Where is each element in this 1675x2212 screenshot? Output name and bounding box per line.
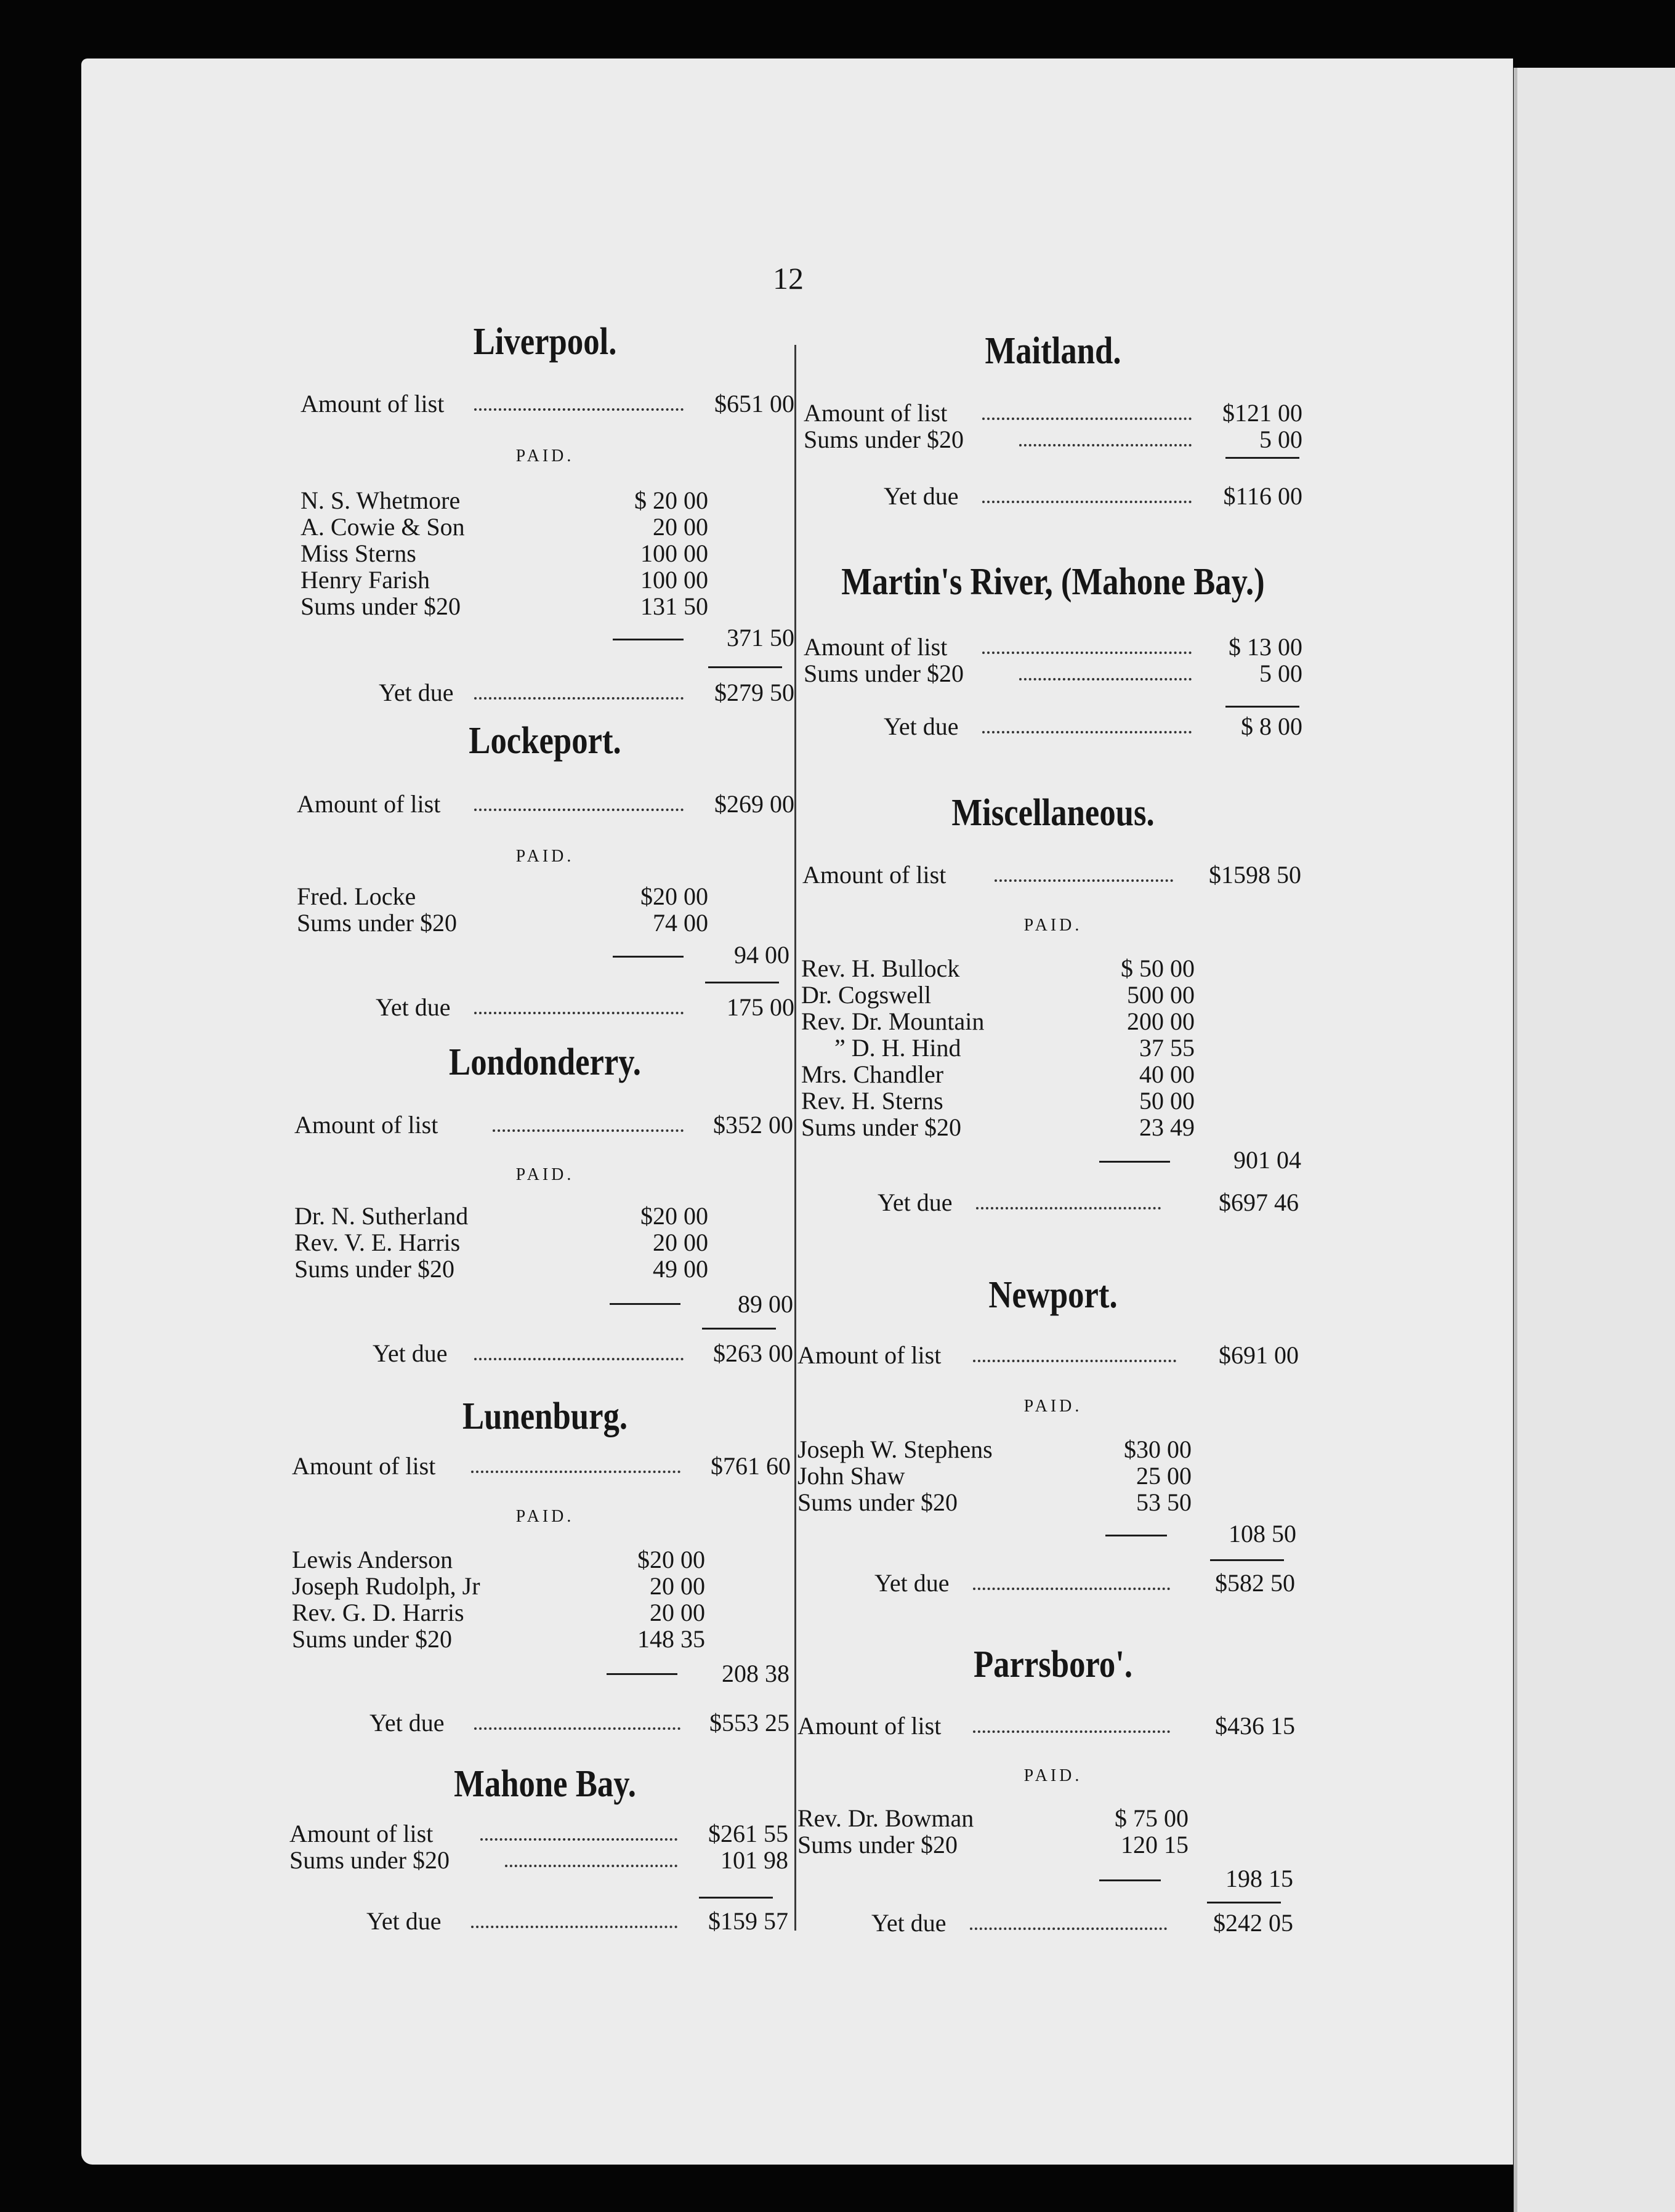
donor-row: [797, 955, 1309, 983]
donor-amount: 148 35: [637, 1625, 705, 1653]
amount-label: Amount of list: [797, 1712, 942, 1740]
leader-dots: [970, 1927, 1167, 1930]
yet-due-label: Yet due: [366, 1907, 442, 1935]
donor-row: [289, 513, 801, 541]
donor-name: A. Cowie & Son: [301, 513, 465, 541]
leader-dots: [474, 697, 684, 700]
donor-amount: $ 20 00: [634, 486, 708, 514]
sums-label: Sums under $20: [804, 660, 964, 687]
yet-due-row: [289, 993, 801, 1022]
section-title: Parrsboro'.: [973, 1644, 1133, 1685]
leader-dots: [995, 879, 1173, 882]
donor-amount: $20 00: [640, 1202, 708, 1230]
paid-label: PAID.: [515, 1165, 575, 1184]
total-rule: [702, 1328, 776, 1330]
donor-name: Sums under $20: [301, 592, 461, 620]
yet-due-row: [289, 1339, 801, 1368]
donor-amount: 20 00: [653, 513, 708, 541]
amount-row: [289, 1820, 801, 1848]
leader-dots: [474, 408, 684, 411]
amount-label: Amount of list: [797, 1341, 942, 1369]
donor-amount: 74 00: [653, 909, 708, 937]
yet-due-value: $697 46: [1219, 1189, 1299, 1216]
total-paid: 89 00: [738, 1290, 793, 1318]
donor-row: [289, 1572, 801, 1600]
donor-amount: 50 00: [1139, 1087, 1195, 1115]
yet-due-value: $242 05: [1213, 1909, 1293, 1937]
leader-dots: [982, 418, 1192, 420]
yet-due-value: $582 50: [1215, 1569, 1295, 1597]
paid-label: PAID.: [1023, 1397, 1083, 1416]
donor-name: Rev. V. E. Harris: [294, 1229, 461, 1256]
donor-row: [289, 1202, 801, 1230]
total-rule: [1225, 706, 1299, 708]
donor-name: Rev. Dr. Bowman: [797, 1804, 974, 1832]
amount-label: Amount of list: [292, 1452, 436, 1480]
donor-row: [797, 1804, 1309, 1833]
donor-row: [797, 1087, 1309, 1115]
yet-due-value: $553 25: [709, 1709, 789, 1737]
donor-amount: 20 00: [653, 1229, 708, 1256]
section-title: Lunenburg.: [462, 1395, 628, 1437]
donor-name: Sums under $20: [294, 1255, 454, 1283]
donor-row: [797, 1060, 1309, 1089]
donor-amount: $30 00: [1124, 1435, 1192, 1463]
yet-due-label: Yet due: [878, 1189, 953, 1216]
donor-amount: 200 00: [1127, 1007, 1195, 1035]
paid-label: PAID.: [1023, 916, 1083, 935]
donor-row: [289, 1599, 801, 1627]
leader-dots: [471, 1926, 677, 1928]
donor-name: Rev. H. Sterns: [801, 1087, 943, 1115]
donor-row: [289, 1625, 801, 1653]
donor-row: [289, 566, 801, 594]
donor-row: [289, 1229, 801, 1257]
donor-row: [797, 981, 1309, 1009]
paid-label: PAID.: [515, 446, 575, 466]
donor-name: Sums under $20: [292, 1625, 452, 1653]
leader-dots: [474, 1012, 684, 1014]
amount-row: [797, 1712, 1309, 1740]
donor-row: [289, 592, 801, 621]
donor-amount: 120 15: [1121, 1831, 1189, 1859]
total-rule: [1210, 1559, 1284, 1561]
section-title: Liverpool.: [473, 321, 617, 363]
amount-label: Amount of list: [297, 790, 441, 818]
leader-dots: [973, 1360, 1176, 1362]
donor-row: [289, 882, 801, 911]
donor-row: [797, 1034, 1309, 1062]
donor-amount: 23 49: [1139, 1113, 1195, 1141]
donor-amount: $ 75 00: [1115, 1804, 1189, 1832]
paid-label: PAID.: [1023, 1766, 1083, 1785]
donor-amount: $ 50 00: [1121, 955, 1195, 982]
donor-name: Rev. H. Bullock: [801, 955, 960, 982]
donor-amount: 37 55: [1139, 1034, 1195, 1062]
donor-amount: 100 00: [640, 539, 708, 567]
amount-label: Amount of list: [294, 1111, 438, 1139]
yet-due-row: [797, 1189, 1309, 1217]
total-paid: 371 50: [727, 624, 794, 652]
amount-label: Amount of list: [289, 1820, 434, 1847]
donor-amount: 49 00: [653, 1255, 708, 1283]
leader-dots: [976, 1207, 1161, 1209]
leader-dots: [474, 809, 684, 811]
amount-value: $436 15: [1215, 1712, 1295, 1740]
leader-dots: [493, 1129, 684, 1132]
donor-name: Rev. Dr. Mountain: [801, 1007, 985, 1035]
sums-row: [289, 1846, 801, 1875]
yet-due-row: [797, 482, 1309, 511]
yet-due-label: Yet due: [871, 1909, 946, 1937]
leader-dots: [982, 731, 1192, 733]
sums-row: [797, 426, 1309, 454]
amount-value: $691 00: [1219, 1341, 1299, 1369]
amount-value: $261 55: [708, 1820, 788, 1847]
yet-due-label: Yet due: [376, 993, 451, 1021]
yet-due-label: Yet due: [369, 1709, 445, 1737]
donor-amount: 40 00: [1139, 1060, 1195, 1088]
yet-due-row: [289, 679, 801, 707]
donor-row: [289, 486, 801, 515]
total-paid-row: [797, 1146, 1309, 1174]
section-title: Lockeport.: [469, 720, 621, 762]
section-title: Maitland.: [985, 330, 1121, 372]
donor-name: Joseph Rudolph, Jr: [292, 1572, 480, 1600]
donor-name: Joseph W. Stephens: [797, 1435, 993, 1463]
leader-dots: [480, 1838, 677, 1841]
leader-dots: [982, 501, 1192, 503]
yet-due-label: Yet due: [874, 1569, 950, 1597]
page-number: 12: [773, 261, 804, 296]
amount-value: $1598 50: [1209, 861, 1301, 889]
donor-name: ” D. H. Hind: [834, 1034, 961, 1062]
donor-name: Miss Sterns: [301, 539, 416, 567]
donor-name: Lewis Anderson: [292, 1546, 453, 1573]
amount-value: $352 00: [713, 1111, 793, 1139]
total-paid-row: [289, 1290, 801, 1318]
donor-amount: 20 00: [650, 1599, 705, 1626]
total-rule: [708, 666, 782, 668]
donor-row: [289, 1546, 801, 1574]
total-rule: [699, 1897, 773, 1899]
section-title: Londonderry.: [449, 1041, 641, 1083]
yet-due-value: $116 00: [1223, 482, 1302, 510]
total-paid: 198 15: [1225, 1865, 1293, 1892]
amount-row: [797, 633, 1309, 661]
sums-value: 5 00: [1259, 426, 1302, 453]
donor-name: Sums under $20: [801, 1113, 961, 1141]
donor-row: [797, 1831, 1309, 1859]
amount-row: [289, 1111, 801, 1139]
total-paid-row: [797, 1520, 1309, 1548]
leader-dots: [1019, 678, 1192, 680]
yet-due-value: $159 57: [708, 1907, 788, 1935]
donor-name: Dr. Cogswell: [801, 981, 932, 1009]
yet-due-row: [289, 1907, 801, 1936]
donor-row: [797, 1007, 1309, 1036]
donor-name: Mrs. Chandler: [801, 1060, 944, 1088]
donor-amount: $20 00: [640, 882, 708, 910]
yet-due-label: Yet due: [379, 679, 454, 706]
total-paid: 108 50: [1229, 1520, 1296, 1548]
amount-row: [289, 390, 801, 418]
donor-name: Rev. G. D. Harris: [292, 1599, 464, 1626]
total-paid-row: [289, 941, 801, 969]
total-paid: 208 38: [722, 1660, 789, 1687]
amount-value: $269 00: [714, 790, 794, 818]
donor-name: Henry Farish: [301, 566, 430, 594]
amount-row: [289, 790, 801, 818]
leader-dots: [474, 1358, 684, 1360]
total-paid: 94 00: [734, 941, 789, 969]
donor-row: [797, 1462, 1309, 1490]
donor-amount: $20 00: [637, 1546, 705, 1573]
donor-amount: 131 50: [640, 592, 708, 620]
amount-label: Amount of list: [804, 633, 948, 661]
leader-dots: [1019, 444, 1192, 446]
leader-dots: [973, 1730, 1170, 1733]
donor-amount: 20 00: [650, 1572, 705, 1600]
leader-dots: [471, 1471, 680, 1473]
yet-due-row: [797, 1909, 1309, 1937]
yet-due-value: $ 8 00: [1241, 712, 1302, 740]
leader-dots: [982, 652, 1192, 654]
section-title: Newport.: [988, 1274, 1118, 1316]
amount-row: [797, 399, 1309, 427]
amount-row: [289, 1452, 801, 1480]
yet-due-row: [797, 712, 1309, 741]
sums-value: 101 98: [720, 1846, 788, 1874]
donor-row: [289, 1255, 801, 1283]
yet-due-label: Yet due: [884, 482, 959, 510]
yet-due-label: Yet due: [373, 1339, 448, 1367]
amount-label: Amount of list: [804, 399, 948, 427]
total-paid-row: [797, 1865, 1309, 1893]
amount-value: $651 00: [714, 390, 794, 418]
section-title: Martin's River, (Mahone Bay.): [841, 561, 1265, 603]
donor-name: Dr. N. Sutherland: [294, 1202, 469, 1230]
section-title: Miscellaneous.: [951, 792, 1155, 834]
paid-label: PAID.: [515, 1507, 575, 1526]
yet-due-value: 175 00: [727, 993, 794, 1021]
sums-value: 5 00: [1259, 660, 1302, 687]
donor-row: [289, 909, 801, 937]
donor-amount: 500 00: [1127, 981, 1195, 1009]
total-paid: 901 04: [1233, 1146, 1301, 1174]
amount-row: [797, 861, 1309, 889]
total-rule: [1207, 1902, 1281, 1903]
facing-page-edge: [1514, 68, 1675, 2212]
amount-label: Amount of list: [802, 861, 946, 889]
total-paid-row: [289, 1660, 801, 1688]
donor-name: Fred. Locke: [297, 882, 416, 910]
leader-dots: [474, 1727, 680, 1730]
donor-row: [797, 1488, 1309, 1517]
amount-label: Amount of list: [301, 390, 445, 418]
amount-value: $761 60: [711, 1452, 791, 1480]
total-paid-row: [289, 624, 801, 652]
donor-row: [797, 1435, 1309, 1464]
leader-dots: [505, 1865, 677, 1867]
donor-name: Sums under $20: [797, 1831, 958, 1859]
amount-value: $121 00: [1222, 399, 1302, 427]
donor-name: Sums under $20: [297, 909, 457, 937]
donor-row: [289, 539, 801, 568]
amount-row: [797, 1341, 1309, 1370]
yet-due-label: Yet due: [884, 712, 959, 740]
total-rule: [1225, 457, 1299, 459]
donor-amount: 100 00: [640, 566, 708, 594]
sums-row: [797, 660, 1309, 688]
donor-name: John Shaw: [797, 1462, 905, 1490]
donor-name: N. S. Whetmore: [301, 486, 461, 514]
donor-row: [797, 1113, 1309, 1142]
section-title: Mahone Bay.: [454, 1763, 636, 1805]
yet-due-row: [797, 1569, 1309, 1597]
yet-due-value: $263 00: [713, 1339, 793, 1367]
donor-name: Sums under $20: [797, 1488, 958, 1516]
total-rule: [705, 982, 779, 983]
sums-label: Sums under $20: [289, 1846, 450, 1874]
yet-due-row: [289, 1709, 801, 1737]
yet-due-value: $279 50: [714, 679, 794, 706]
paid-label: PAID.: [515, 847, 575, 866]
donor-amount: 53 50: [1136, 1488, 1192, 1516]
donor-amount: 25 00: [1136, 1462, 1192, 1490]
leader-dots: [973, 1588, 1170, 1590]
sums-label: Sums under $20: [804, 426, 964, 453]
amount-value: $ 13 00: [1229, 633, 1302, 661]
